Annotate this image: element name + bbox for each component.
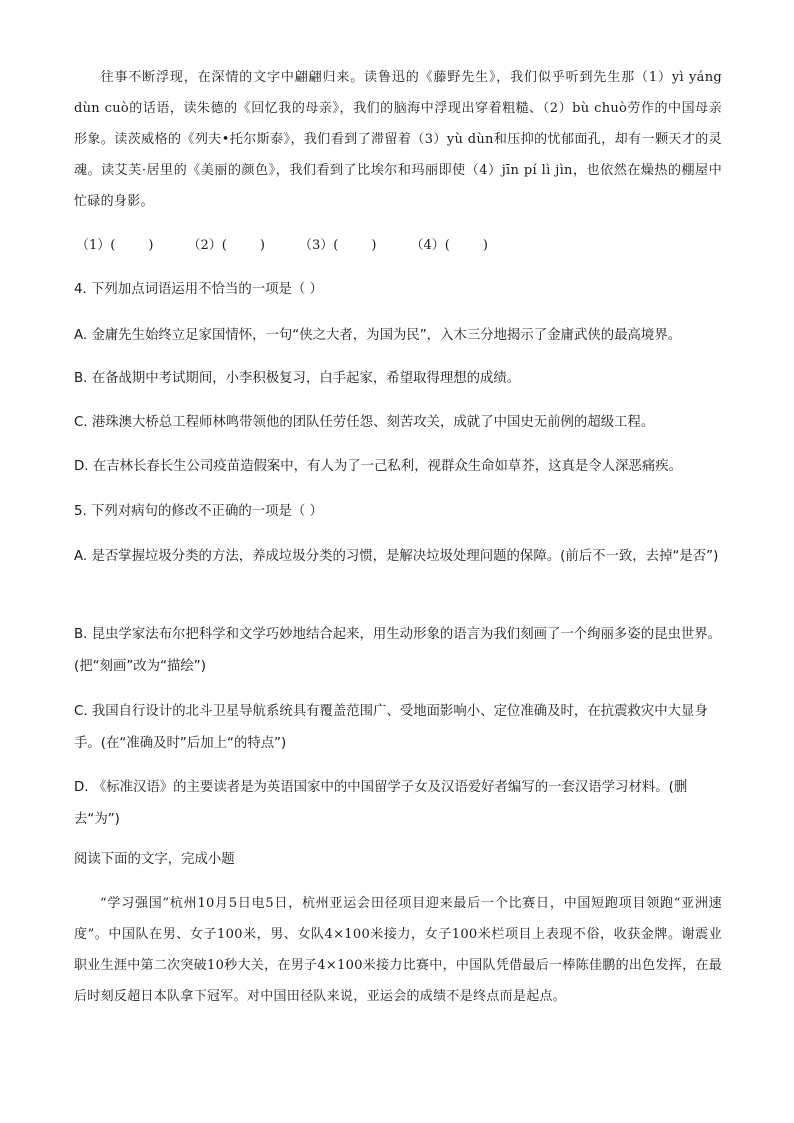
question-5-option-c[interactable]: C. 我国自行设计的北斗卫星导航系统具有覆盖范围广、受地面影响小、定位准确及时，在抗震救灾中大显身手。(在“准确及时”后加上“的特点”) xyxy=(74,704,708,751)
blank-1[interactable]: （1）( ) xyxy=(76,238,154,253)
passage-asian-games-text: “学习强国”杭州10月5日电5日，杭州亚运会田径项目迎来最后一个比赛日，中国短跑项目领跑“亚洲速度”。中国队在男、女子100米，男、女队4×100米接力，女子100米栏项目上表现不俗，收获金牌。谢震业职业生涯中第二次突破10秒大关，在男子4×100米接力比赛中，中国队凭借最后一棒陈佳鹏的出色发挥，在最后时刻反超日本队拿下冠军。对中国田径队来说，亚运会的成绩不是终点而是起点。 xyxy=(74,896,722,1004)
question-4-option-d[interactable]: D. 在吉林长春长生公司疫苗造假案中，有人为了一己私利，视群众生命如草芥，这真是令人深恶痛疾。 xyxy=(74,459,683,474)
passage-memories xyxy=(74,62,722,217)
blank-4[interactable]: （4）( ) xyxy=(410,238,488,253)
question-5-stem: 5. 下列对病句的修改不正确的一项是（ ） xyxy=(74,504,323,519)
question-4-option-b[interactable]: B. 在备战期中考试期间，小李积极复习，白手起家，希望取得理想的成绩。 xyxy=(74,371,521,386)
question-5-option-d[interactable]: D. 《标准汉语》的主要读者是为英语国家中的中国留学子女及汉语爱好者编写的一套汉语学习材料。(删去“为”) xyxy=(74,780,688,827)
answer-blanks xyxy=(76,236,522,256)
reading-instruction: 阅读下面的文字，完成小题 xyxy=(74,852,235,867)
question-4-option-a[interactable]: A. 金庸先生始终立足家国情怀，一句“侠之大者，为国为民”，入木三分地揭示了金庸武侠的最高境界。 xyxy=(74,328,682,343)
question-5-option-a[interactable]: A. 是否掌握垃圾分类的方法，养成垃圾分类的习惯，是解决垃圾处理问题的保障。(前后不一致，去掉“是否”) xyxy=(74,549,719,564)
passage-asian-games xyxy=(74,888,722,1012)
blank-2[interactable]: （2）( ) xyxy=(187,238,265,253)
passage-memories-text: 往事不断浮现，在深情的文字中翩翩归来。读鲁迅的《藤野先生》，我们似乎听到先生那（1）yì yáng dùn cuò的话语，读朱德的《回忆我的母亲》，我们的脑海中浮现出穿着粗糙、（2）bù chuò劳作的中国母亲形象。读茨威格的《列夫•托尔斯泰》，我们看到了滞留着（3）yù dùn和压抑的忧郁面孔，却有一颗天才的灵魂。读艾芙·居里的《美丽的颜色》，我们看到了比埃尔和玛丽即使（4）jīn pí lì jìn，也依然在燥热的棚屋中忙碌的身影。 xyxy=(74,70,722,209)
question-5-option-b[interactable]: B. 昆虫学家法布尔把科学和文学巧妙地结合起来，用生动形象的语言为我们刻画了一个绚丽多姿的昆虫世界。(把“刻画”改为“描绘”) xyxy=(74,627,722,674)
question-4-option-c[interactable]: C. 港珠澳大桥总工程师林鸣带领他的团队任劳任怨、刻苦攻关，成就了中国史无前例的超级工程。 xyxy=(74,415,655,430)
question-4-stem: 4. 下列加点词语运用不恰当的一项是（ ） xyxy=(74,282,323,297)
blank-3[interactable]: （3）( ) xyxy=(298,238,377,253)
